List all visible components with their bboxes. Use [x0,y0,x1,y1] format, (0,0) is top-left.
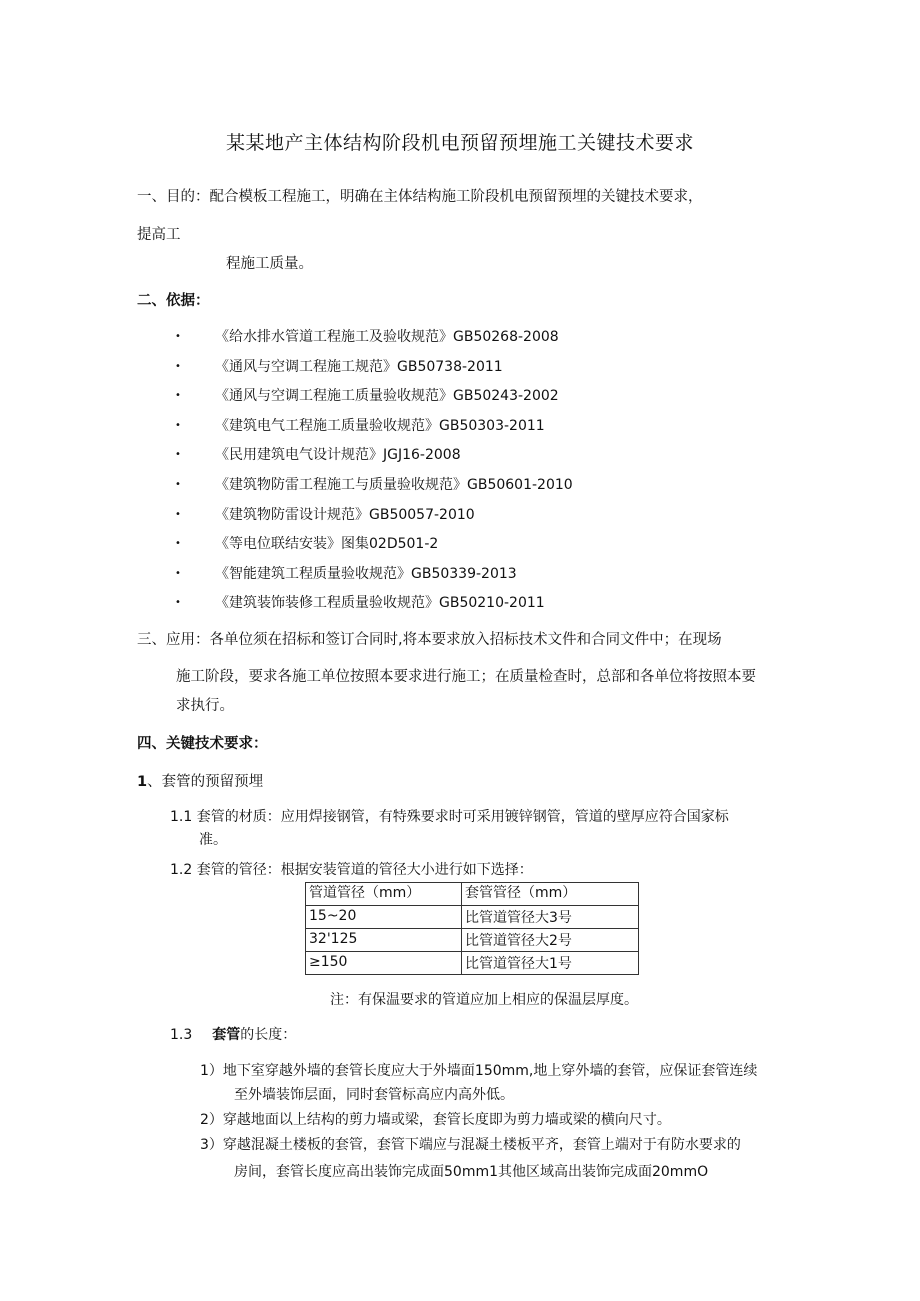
table-row [306,906,639,929]
length-item-number: 1） [200,1063,223,1079]
table-cell: 比管道管径大1号 [462,952,639,975]
bullet-icon: • [175,360,181,372]
bullet-icon: • [175,478,181,490]
table-row [306,952,639,975]
table-cell: 32'125 [306,929,462,952]
reference-text: 《通风与空调工程施工质量验收规范》GB50243-2002 [215,388,559,405]
section-3-line-3: 求执行。 [176,698,234,714]
item-1-3-rest: 的长度： [240,1027,297,1043]
list-item [175,326,573,356]
table-header-row [306,883,639,906]
length-item-text: 穿越地面以上结构的剪力墙或梁，套管长度即为剪力墙或梁的横向尺寸。 [222,1112,671,1128]
list-item [175,592,573,622]
length-item-3 [200,1134,741,1154]
section-3-line-2: 施工阶段，要求各施工单位按照本要求进行施工；在质量检查时，总部和各单位将按照本要 [176,669,756,685]
section-1-line-1: 一、目的：配合模板工程施工，明确在主体结构施工阶段机电预留预埋的关键技术要求， [137,189,703,205]
reference-text: 《建筑装饰装修工程质量验收规范》GB50210-2011 [215,595,545,612]
length-item-text: 地下室穿越外墙的套管长度应大于外墙面150mm,地上穿外墙的套管，应保证套管连续 [222,1063,758,1079]
table-cell: 比管道管径大3号 [462,906,639,929]
item-1-3-bold: 套管 [212,1027,241,1043]
table-cell: ≥150 [306,952,462,975]
length-item-text: 穿越混凝土楼板的套管，套管下端应与混凝土楼板平齐，套管上端对于有防水要求的 [222,1137,741,1153]
list-item [175,356,573,386]
table-cell: 15~20 [306,906,462,929]
list-item [175,533,573,563]
bullet-icon: • [175,390,181,402]
bullet-icon: • [175,538,181,550]
reference-text: 《建筑电气工程施工质量验收规范》GB50303-2011 [215,417,545,434]
item-1-1-line-1: 1.1 套管的材质：应用焊接钢管，有特殊要求时可采用镀锌钢管，管道的壁厚应符合国家标 [170,809,729,825]
section-1-line-2: 提高工 [137,227,181,243]
bullet-icon: • [175,567,181,579]
reference-text: 《等电位联结安装》图集02D501-2 [215,536,439,553]
table-note: 注：有保温要求的管道应加上相应的保温层厚度。 [330,992,638,1008]
section-4-heading: 四、关键技术要求： [137,736,268,752]
length-item-1-line-2: 至外墙装饰层面，同时套管标高应内高外低。 [234,1087,514,1103]
section-2-heading: 二、依据： [137,293,210,309]
document-title: 某某地产主体结构阶段机电预留预埋施工关键技术要求 [225,132,694,154]
item-1-3-number: 1.3 [170,1027,193,1043]
list-item [175,415,573,445]
length-item-1 [200,1060,757,1080]
section-3-line-1: 三、应用：各单位须在招标和签订合同时,将本要求放入招标技术文件和合同文件中；在现场 [137,632,722,648]
list-item [175,504,573,534]
reference-list [175,326,573,622]
item-1-1-line-2: 准。 [199,832,227,848]
list-item [175,444,573,474]
table-header-cell: 套管管径（mm） [462,883,639,906]
length-item-number: 2） [200,1112,223,1128]
subsection-title-text: 、套管的预留预埋 [147,774,264,790]
bullet-icon: • [175,597,181,609]
section-1-line-3: 程施工质量。 [226,256,313,272]
pipe-size-table [305,882,639,975]
length-item-3-line-2: 房间，套管长度应高出装饰完成面50mm1其他区域高出装饰完成面20mmO [234,1164,709,1180]
bullet-icon: • [175,449,181,461]
reference-text: 《民用建筑电气设计规范》JGJ16-2008 [215,447,461,464]
subsection-number: 1 [137,774,148,790]
item-1-3 [170,1024,296,1044]
table-cell: 比管道管径大2号 [462,929,639,952]
bullet-icon: • [175,419,181,431]
reference-text: 《智能建筑工程质量验收规范》GB50339-2013 [215,565,517,582]
list-item [175,563,573,593]
reference-text: 《通风与空调工程施工规范》GB50738-2011 [215,358,503,375]
bullet-icon: • [175,508,181,520]
reference-text: 《给水排水管道工程施工及验收规范》GB50268-2008 [215,329,559,345]
length-item-number: 3） [200,1137,223,1153]
length-item-2 [200,1109,671,1129]
subsection-1-title [137,770,263,791]
reference-text: 《建筑物防雷设计规范》GB50057-2010 [215,506,475,523]
table-row [306,929,639,952]
reference-text: 《建筑物防雷工程施工与质量验收规范》GB50601-2010 [215,476,573,493]
bullet-icon: • [175,331,181,342]
list-item [175,474,573,504]
table-header-cell: 管道管径（mm） [306,883,462,906]
item-1-2: 1.2 套管的管径：根据安装管道的管径大小进行如下选择： [170,862,533,878]
list-item [175,385,573,415]
